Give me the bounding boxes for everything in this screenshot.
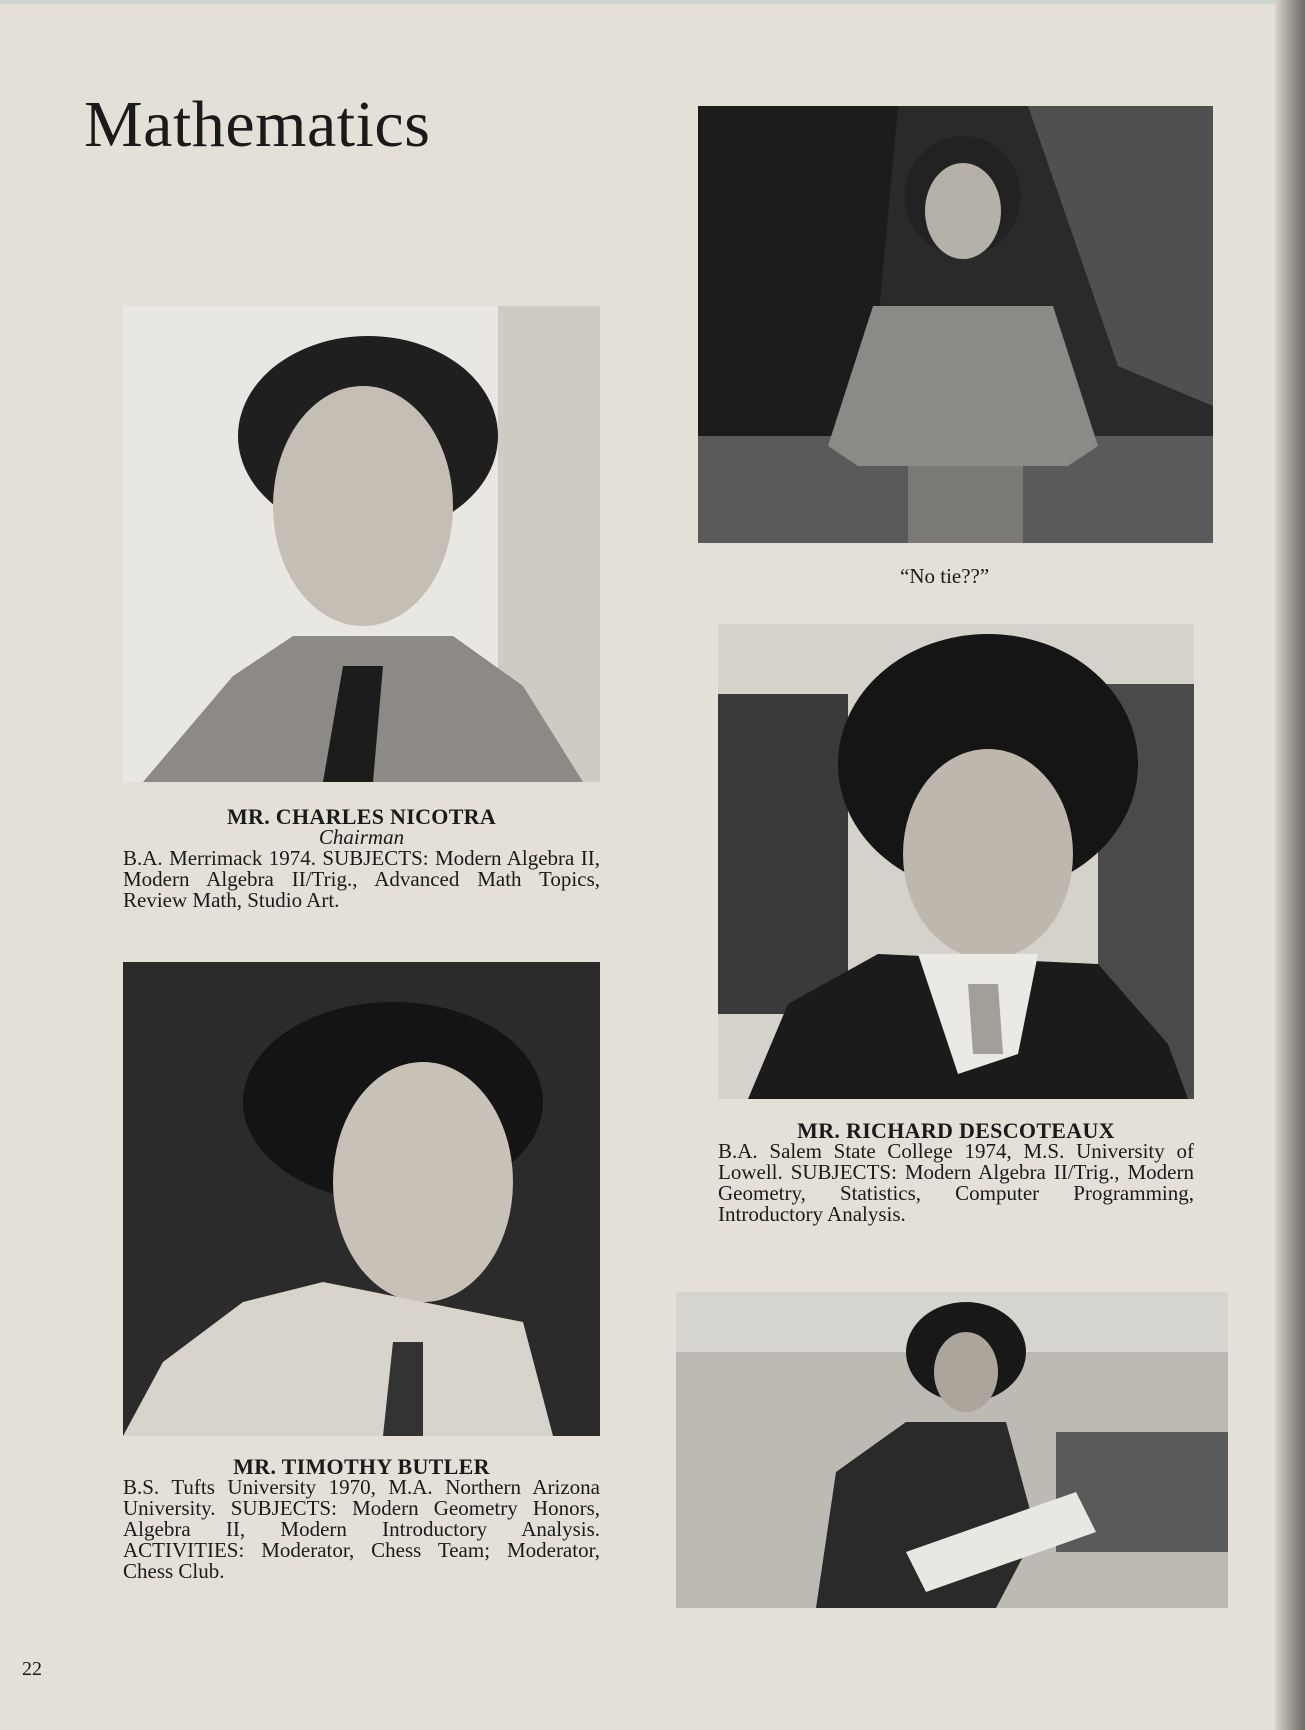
- teacher-name: MR. CHARLES NICOTRA: [226, 804, 497, 829]
- teacher-bio: B.A. Merrimack 1974. SUBJECTS: Modern Algebra II, Modern Algebra II/Trig., Advanced Math Topics, Review Math, Studio Art.: [123, 846, 600, 912]
- butler-caption: [123, 1456, 600, 1582]
- candid-photo-caption: “No tie??”: [900, 564, 990, 588]
- candid-photo-classroom: [676, 1292, 1228, 1608]
- portrait-timothy-butler: [123, 962, 600, 1436]
- nicotra-caption: [123, 806, 600, 911]
- teacher-name: MR. RICHARD DESCOTEAUX: [797, 1118, 1115, 1143]
- book-spine-shadow: [1275, 0, 1305, 1730]
- teacher-role: Chairman: [318, 825, 405, 849]
- descoteaux-caption: [718, 1120, 1194, 1225]
- page-top-edge: [0, 0, 1305, 4]
- candid-photo-outdoor: [698, 106, 1213, 543]
- page-title: Mathematics: [84, 88, 431, 161]
- teacher-bio: B.S. Tufts University 1970, M.A. Northern Arizona University. SUBJECTS: Modern Geometry Honors, Algebra II, Modern Introductory Analysis. ACTIVITIES: Moderator, Chess Team; Moderator, Chess Club.: [123, 1475, 600, 1583]
- teacher-name: MR. TIMOTHY BUTLER: [233, 1454, 490, 1479]
- portrait-charles-nicotra: [123, 306, 600, 782]
- page-number: 22: [22, 1658, 42, 1680]
- portrait-richard-descoteaux: [718, 624, 1194, 1099]
- teacher-bio: B.A. Salem State College 1974, M.S. University of Lowell. SUBJECTS: Modern Algebra II/Trig., Modern Geometry, Statistics, Computer Programming, Introductory Analysis.: [718, 1139, 1194, 1226]
